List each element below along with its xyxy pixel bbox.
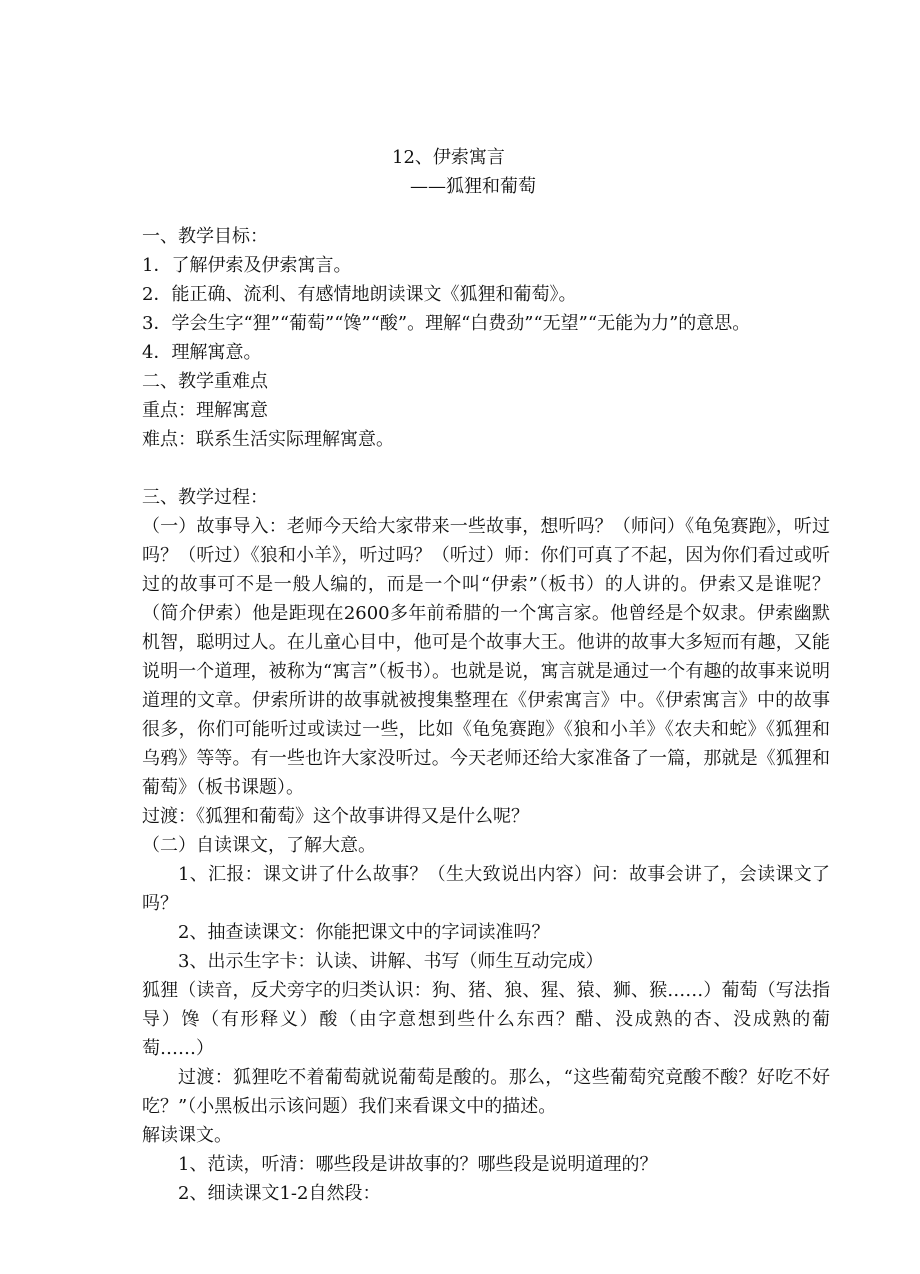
section-heading-goals: 一、教学目标：: [142, 226, 268, 247]
reading-step: 2、细读课文1-2自然段：: [178, 1183, 381, 1204]
key-point: 重点：理解寓意: [142, 400, 268, 421]
goal-item: 2．能正确、流利、有感情地朗读课文《狐狸和葡萄》。: [142, 284, 577, 305]
document-title: 12、伊索寓言: [392, 147, 505, 168]
goal-item: 3．学会生字“狸”“葡萄”“馋”“酸”。理解“白费劲”“无望”“无能为力”的意思。: [142, 313, 751, 334]
part-heading: （二）自读课文，了解大意。: [142, 835, 376, 856]
goal-item: 4．理解寓意。: [142, 342, 262, 363]
title-block: [0, 143, 920, 201]
section-heading-process: 三、教学过程：: [142, 487, 268, 508]
step-item: 3、出示生字卡：认读、讲解、书写（师生互动完成）: [178, 951, 604, 972]
step-item: 1、汇报：课文讲了什么故事？（生大致说出内容）问：故事会讲了，会读课文了吗？: [142, 864, 830, 914]
reading-step: 1、范读，听清：哪些段是讲故事的？哪些段是说明道理的？: [178, 1154, 658, 1175]
step-item: 2、抽查读课文：你能把课文中的字词读准吗？: [178, 922, 550, 943]
section-heading-key-difficult: 二、教学重难点: [142, 371, 268, 392]
story-introduction: （一）故事导入：老师今天给大家带来一些故事，想听吗？（师问）《龟兔赛跑》，听过吗？（听过）《狼和小羊》，听过吗？（听过）师：你们可真了不起，因为你们看过或听过的故事可不是一般人编的，而是一个叫“伊索”（板书）的人讲的。伊索又是谁呢？（简介伊索）他是距现在2600多年前希腊的一个寓言家。他曾经是个奴隶。伊索幽默机智，聪明过人。在儿童心目中，他可是个故事大王。他讲的故事大多短而有趣，又能说明一个道理，被称为“寓言”（板书）。也就是说，寓言就是通过一个有趣的故事来说明道理的文章。伊索所讲的故事就被搜集整理在《伊索寓言》中。《伊索寓言》中的故事很多，你们可能听过或读过一些，比如《龟兔赛跑》《狼和小羊》《农夫和蛇》《狐狸和乌鸦》等等。有一些也许大家没听过。今天老师还给大家准备了一篇，那就是《狐狸和葡萄》（板书课题）。: [142, 516, 830, 798]
document-subtitle: ——狐狸和葡萄: [410, 176, 536, 197]
paragraph-gap: [142, 454, 830, 483]
character-notes: 狐狸（读音，反犬旁字的归类认识：狗、猪、狼、猩、猿、狮、猴……）葡萄（写法指导）馋（有形释义）酸（由字意想到些什么东西？醋、没成熟的杏、没成熟的葡萄……）: [142, 980, 830, 1059]
transition-text: 过渡：狐狸吃不着葡萄就说葡萄是酸的。那么，“这些葡萄究竟酸不酸？好吃不好吃？”（小黑板出示该问题）我们来看课文中的描述。: [142, 1067, 830, 1117]
transition-text: 过渡：《狐狸和葡萄》这个故事讲得又是什么呢？: [142, 806, 529, 827]
document-body: [142, 222, 830, 1208]
goal-item: 1．了解伊索及伊索寓言。: [142, 255, 352, 276]
reading-heading: 解读课文。: [142, 1125, 232, 1146]
difficult-point: 难点：联系生活实际理解寓意。: [142, 429, 394, 450]
